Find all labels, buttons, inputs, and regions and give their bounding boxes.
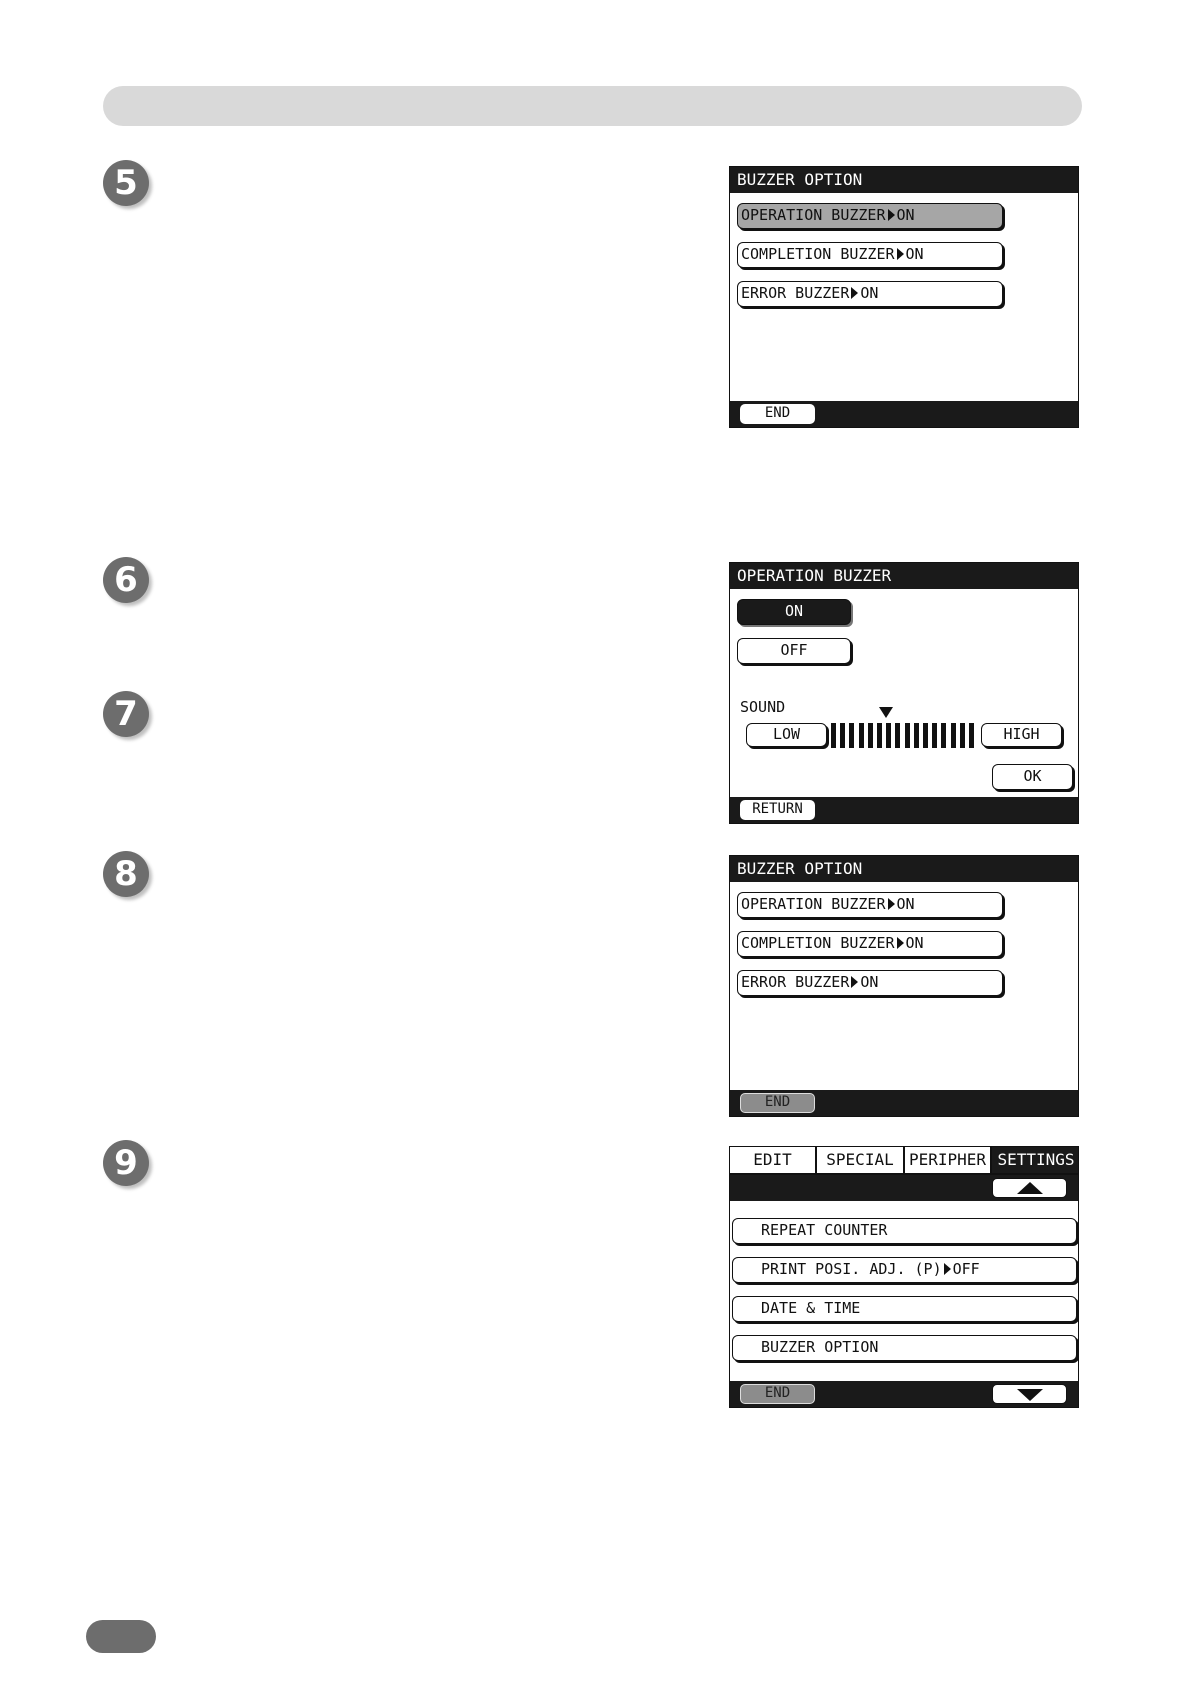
error-buzzer-value: ON: [860, 284, 879, 302]
tab-settings[interactable]: SETTINGS: [992, 1147, 1079, 1175]
operation-buzzer-value: ON: [896, 206, 915, 224]
arrow-right-icon: [897, 937, 904, 949]
sound-level-bar: [951, 723, 956, 748]
sound-level-bar: [960, 723, 965, 748]
screen-footer: [730, 401, 1078, 427]
operation-buzzer-label: OPERATION BUZZER: [741, 206, 886, 224]
sound-level-bar: [831, 723, 836, 748]
scroll-bar-top: [730, 1175, 1078, 1201]
sound-level-bar: [859, 723, 864, 748]
screen-footer: [730, 797, 1078, 823]
arrow-right-icon: [897, 248, 904, 260]
operation-buzzer-button[interactable]: [737, 892, 1003, 918]
high-button[interactable]: HIGH: [981, 723, 1062, 747]
operation-buzzer-value: ON: [896, 895, 915, 913]
step-8-badge: 8: [103, 851, 149, 897]
end-button[interactable]: END: [740, 404, 815, 424]
arrow-right-icon: [944, 1263, 951, 1275]
buzzer-option-button[interactable]: BUZZER OPTION: [732, 1335, 1077, 1361]
print-posi-adj-label: PRINT POSI. ADJ. (P): [761, 1260, 942, 1278]
on-button[interactable]: ON: [737, 599, 851, 625]
settings-menu-screen: [729, 1146, 1079, 1408]
sound-level-bar: [840, 723, 845, 748]
scroll-up-button[interactable]: [992, 1178, 1067, 1198]
print-posi-adj-value: OFF: [952, 1260, 980, 1278]
sound-level-slider[interactable]: [830, 723, 978, 748]
ok-button[interactable]: OK: [992, 764, 1073, 790]
error-buzzer-value: ON: [860, 973, 879, 991]
tab-special[interactable]: SPECIAL: [817, 1147, 905, 1175]
end-button[interactable]: END: [740, 1093, 815, 1113]
sound-level-bar: [905, 723, 910, 748]
sound-level-indicator-icon: [879, 707, 893, 718]
step-5-badge: 5: [103, 160, 149, 206]
screen-title: BUZZER OPTION: [730, 856, 1078, 882]
sound-level-bar: [969, 723, 974, 748]
sound-level-bar: [941, 723, 946, 748]
print-posi-adj-button[interactable]: [732, 1257, 1077, 1283]
completion-buzzer-button[interactable]: [737, 931, 1003, 957]
sound-level-bar: [868, 723, 873, 748]
end-button[interactable]: END: [740, 1384, 815, 1404]
operation-buzzer-screen: [729, 562, 1079, 824]
operation-buzzer-button[interactable]: [737, 203, 1003, 229]
date-time-button[interactable]: DATE & TIME: [732, 1296, 1077, 1322]
screen-footer: [730, 1090, 1078, 1116]
completion-buzzer-button[interactable]: [737, 242, 1003, 268]
page-number-tab: [86, 1620, 156, 1653]
return-button[interactable]: RETURN: [740, 800, 815, 820]
arrow-down-icon: [1017, 1389, 1043, 1401]
sound-level-bar: [886, 723, 891, 748]
screen-footer: [730, 1381, 1078, 1407]
error-buzzer-button[interactable]: [737, 281, 1003, 307]
sound-level-bar: [914, 723, 919, 748]
error-buzzer-label: ERROR BUZZER: [741, 973, 850, 991]
sound-level-bar: [932, 723, 937, 748]
operation-buzzer-label: OPERATION BUZZER: [741, 895, 886, 913]
header-bar: [103, 86, 1082, 126]
error-buzzer-button[interactable]: [737, 970, 1003, 996]
arrow-right-icon: [888, 898, 895, 910]
arrow-up-icon: [1017, 1182, 1043, 1194]
arrow-right-icon: [851, 976, 858, 988]
step-9-badge: 9: [103, 1140, 149, 1186]
sound-level-bar: [895, 723, 900, 748]
sound-level-bar: [923, 723, 928, 748]
buzzer-option-screen: [729, 166, 1079, 428]
completion-buzzer-value: ON: [905, 934, 924, 952]
step-6-badge: 6: [103, 557, 149, 603]
screen-title: OPERATION BUZZER: [730, 563, 1078, 589]
tab-peripher[interactable]: PERIPHER: [905, 1147, 992, 1175]
tab-edit[interactable]: EDIT: [730, 1147, 817, 1175]
screen-title: BUZZER OPTION: [730, 167, 1078, 193]
completion-buzzer-value: ON: [905, 245, 924, 263]
completion-buzzer-label: COMPLETION BUZZER: [741, 245, 895, 263]
error-buzzer-label: ERROR BUZZER: [741, 284, 850, 302]
completion-buzzer-label: COMPLETION BUZZER: [741, 934, 895, 952]
arrow-right-icon: [851, 287, 858, 299]
arrow-right-icon: [888, 209, 895, 221]
off-button[interactable]: OFF: [737, 638, 851, 664]
scroll-down-button[interactable]: [992, 1384, 1067, 1404]
repeat-counter-button[interactable]: REPEAT COUNTER: [732, 1218, 1077, 1244]
low-button[interactable]: LOW: [746, 723, 827, 747]
sound-level-bar: [877, 723, 882, 748]
buzzer-option-screen-updated: [729, 855, 1079, 1117]
sound-label: SOUND: [740, 698, 786, 716]
sound-level-bar: [849, 723, 854, 748]
step-7-badge: 7: [103, 691, 149, 737]
